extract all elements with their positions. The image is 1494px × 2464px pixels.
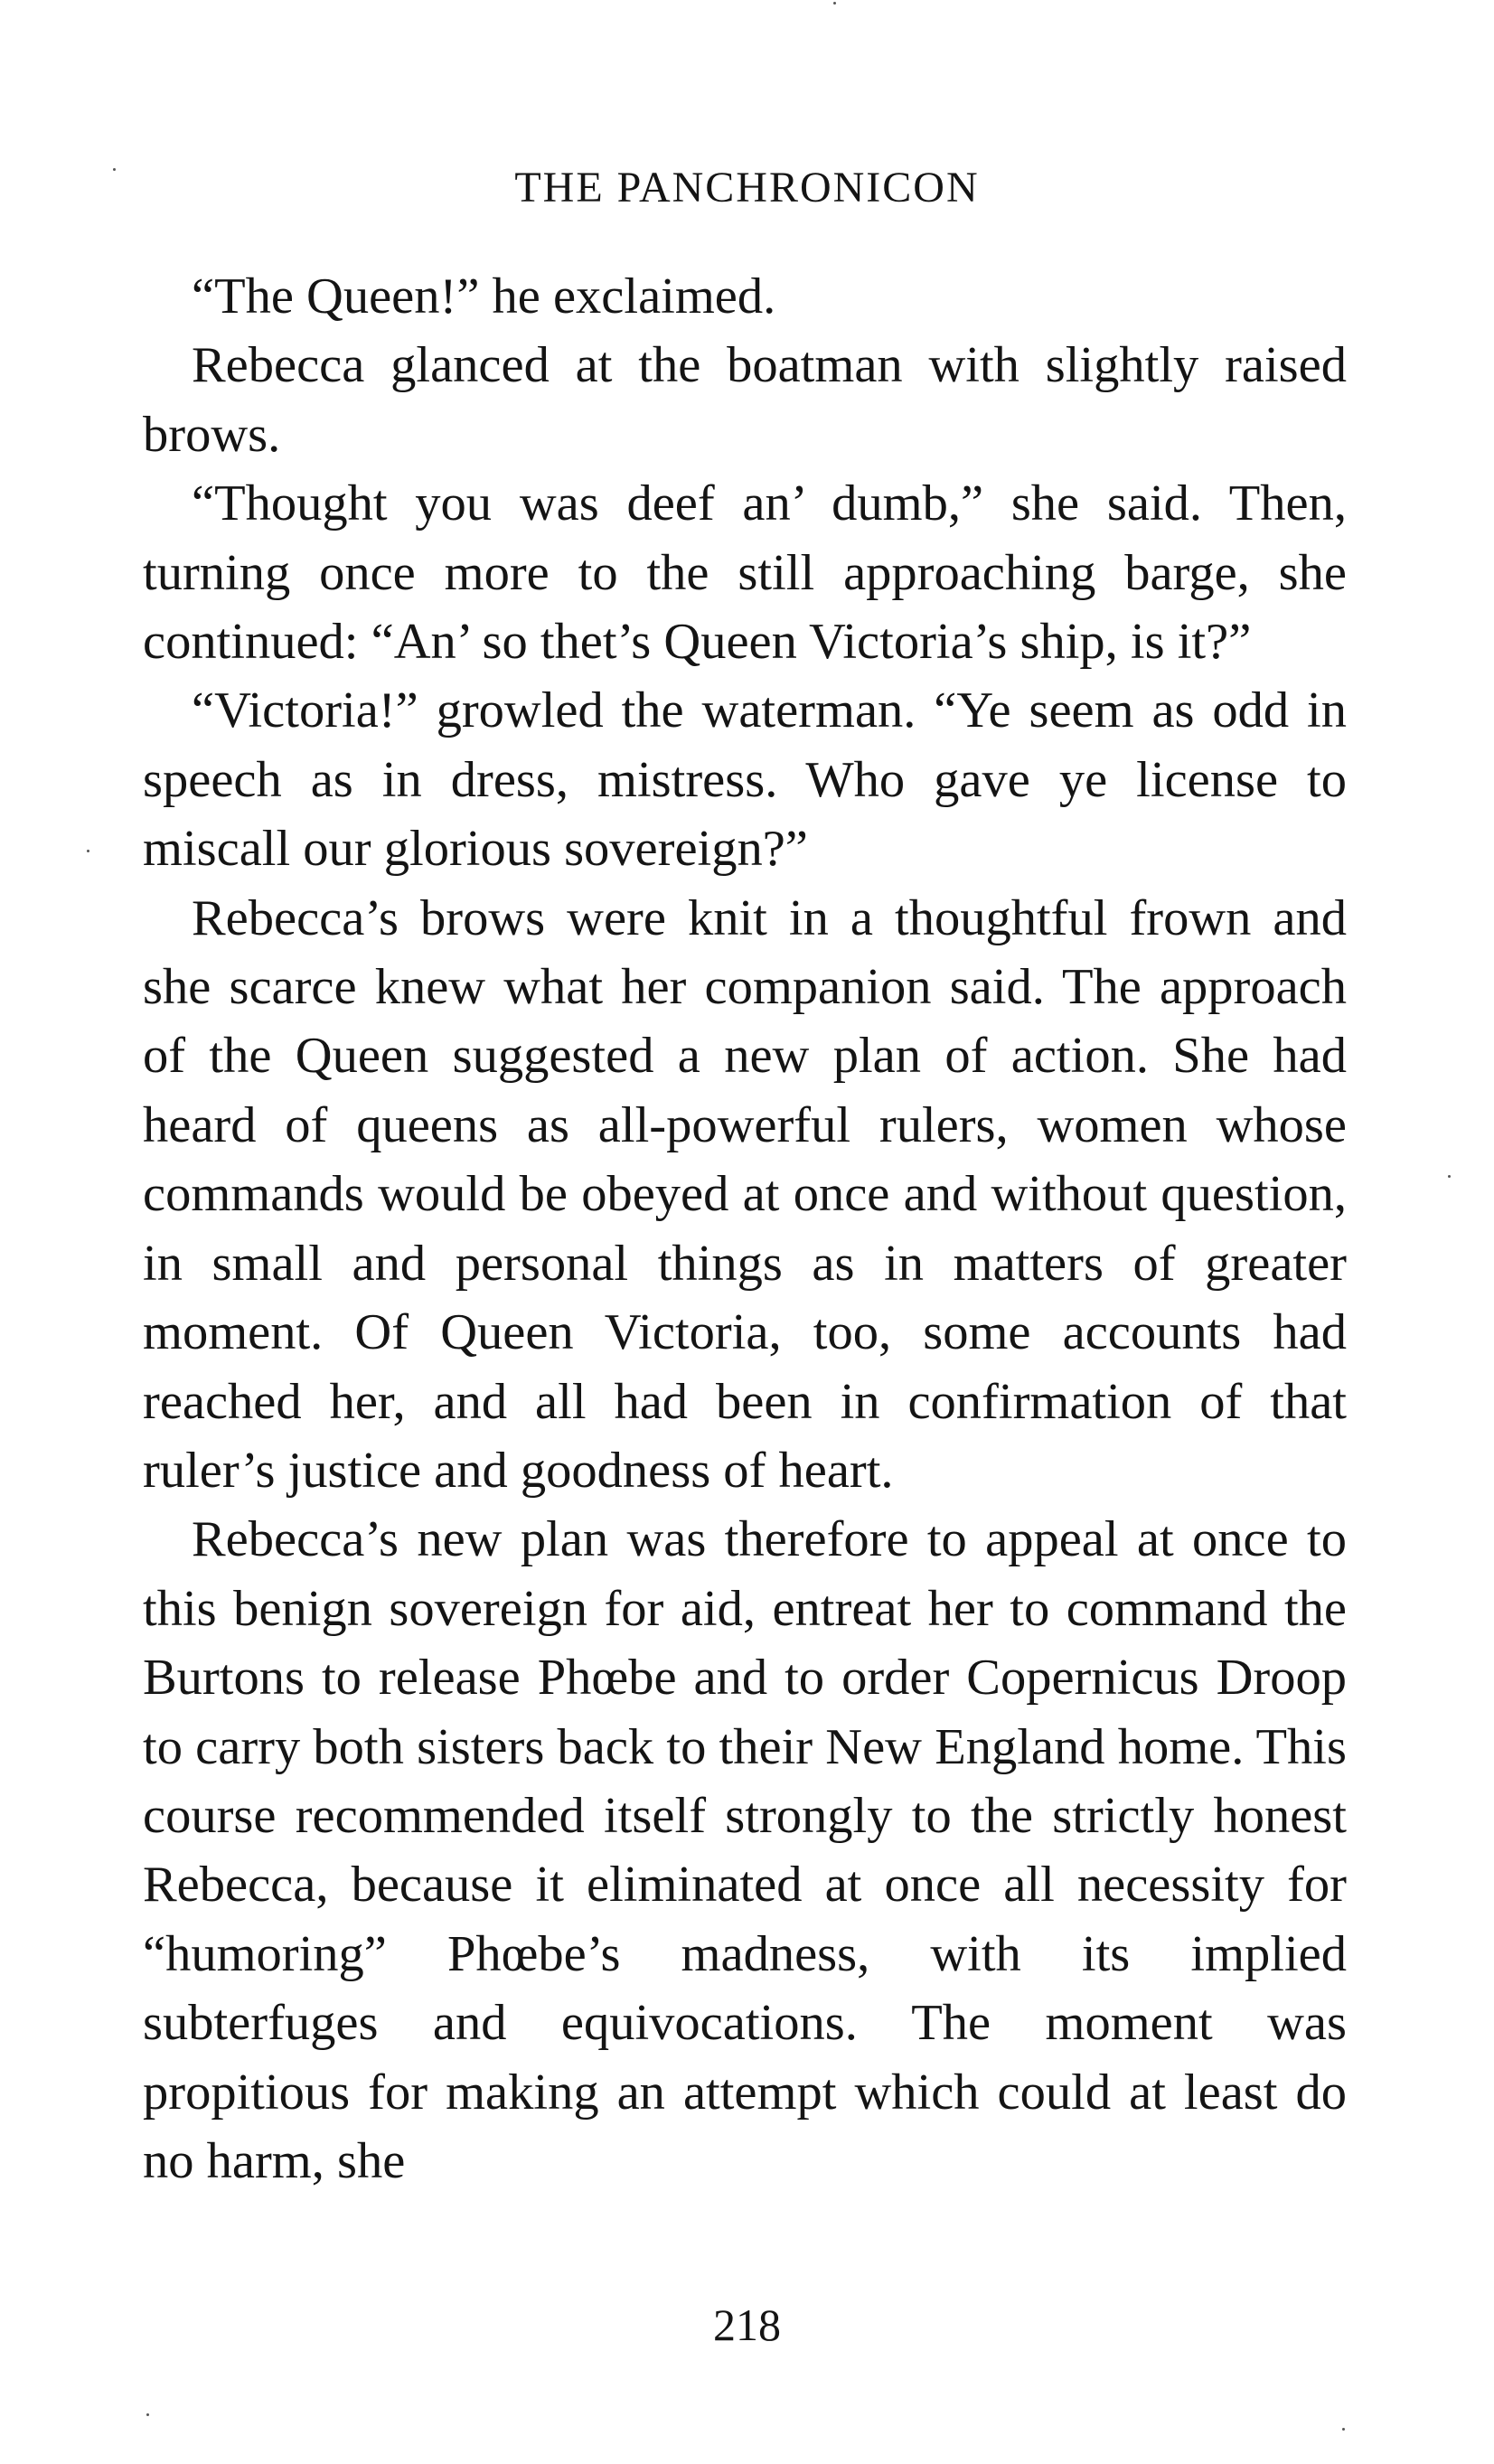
paper-speck — [833, 2, 836, 5]
paper-speck — [1342, 2428, 1345, 2431]
paper-speck — [87, 850, 89, 852]
paragraph: Rebecca’s brows were knit in a thoughtful frown and she scarce knew what her companion said. The approach of the Queen suggested a new plan of action. She had heard of queens as all-powerful rulers, women whose commands would be obeyed at once and without question, in small and personal things as in matters of greater moment. Of Queen Victoria, too, some accounts had reached her, and all had been in confirmation of that ruler’s justice and goodness of heart. — [143, 889, 1347, 1499]
paragraph: Rebecca’s new plan was therefore to appeal at once to this benign sovereign for aid, entreat her to command the Burtons to release Phœbe and to order Copernicus Droop to carry both sisters back to their New England home. This course recommended itself strongly to the strictly honest Rebecca, because it eliminated at once all necessity for “humoring” Phœbe’s madness, with its implied subterfuges and equivocations. The moment was propitious for making an attempt which could at least do no harm, she — [143, 1511, 1347, 2189]
paragraph: “The Queen!” he exclaimed. — [192, 268, 776, 324]
paper-speck — [146, 2413, 149, 2416]
page-number: 218 — [713, 2299, 781, 2350]
paragraph: “Thought you was deef an’ dumb,” she said. Then, turning once more to the still approaching barge, she continued: “An’ so thet’s Queen Victoria’s ship, is it?” — [143, 475, 1347, 671]
paragraph: Rebecca glanced at the boatman with slightly raised brows. — [143, 337, 1347, 463]
body-text — [143, 262, 1347, 2196]
paper-speck — [113, 168, 116, 171]
paragraph: “Victoria!” growled the waterman. “Ye seem as odd in speech as in dress, mistress. Who gave ye license to miscall our glorious sovereign?” — [143, 682, 1347, 878]
paper-speck — [1448, 1175, 1451, 1178]
running-head: THE PANCHRONICON — [514, 164, 980, 212]
